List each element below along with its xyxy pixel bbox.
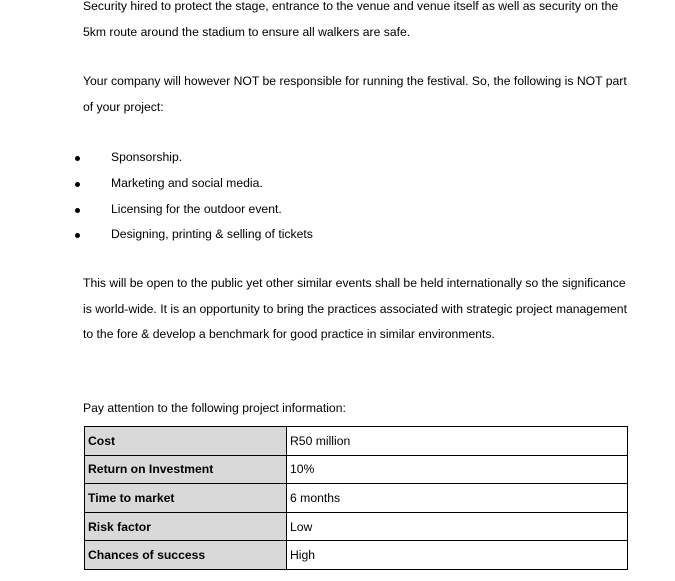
list-item-text: Designing, printing & selling of tickets [111,227,313,242]
exclusions-list [0,145,675,248]
table-row [85,541,628,570]
list-item-text: Sponsorship. [111,150,183,164]
significance-paragraph: This will be open to the public yet other similar events shall be held internationally so the significance is world-wide. It is an opportunity to bring the practices associated with strategic project management to the fore & develop a benchmark for good practice in similar environments. [83,276,627,341]
table-cell-value: High [287,541,628,570]
table-cell-label: Time to market [85,484,287,513]
bullet-icon [75,208,80,213]
table-cell-label: Risk factor [85,512,287,541]
table-cell-label: Chances of success [85,541,287,570]
list-item-text: Marketing and social media. [111,175,263,190]
table-row [85,427,628,456]
table-row [85,512,628,541]
table-cell-label: Return on Investment [85,455,287,484]
list-item [0,197,675,223]
table-row [85,455,628,484]
table-cell-value: 10% [287,455,628,484]
table-row [85,484,628,513]
table-cell-value: 6 months [287,484,628,513]
table-cell-value: R50 million [287,427,628,456]
list-item [0,145,675,171]
bullet-icon [75,182,80,187]
security-paragraph: Security hired to protect the stage, entrance to the venue and venue itself as well as security on the 5km route around the stadium to ensure all walkers are safe. [83,0,619,39]
not-responsible-paragraph: Your company will however NOT be responsible for running the festival. So, the following is NOT part of your project: [83,74,627,114]
bullet-icon [75,233,80,238]
list-item-text: Licensing for the outdoor event. [111,201,282,216]
table-cell-label: Cost [85,427,287,456]
attention-paragraph: Pay attention to the following project information: [83,401,346,415]
bullet-icon [75,156,80,161]
list-item [0,171,675,197]
project-info-table [84,426,628,570]
table-cell-value: Low [287,512,628,541]
list-item [0,222,675,248]
